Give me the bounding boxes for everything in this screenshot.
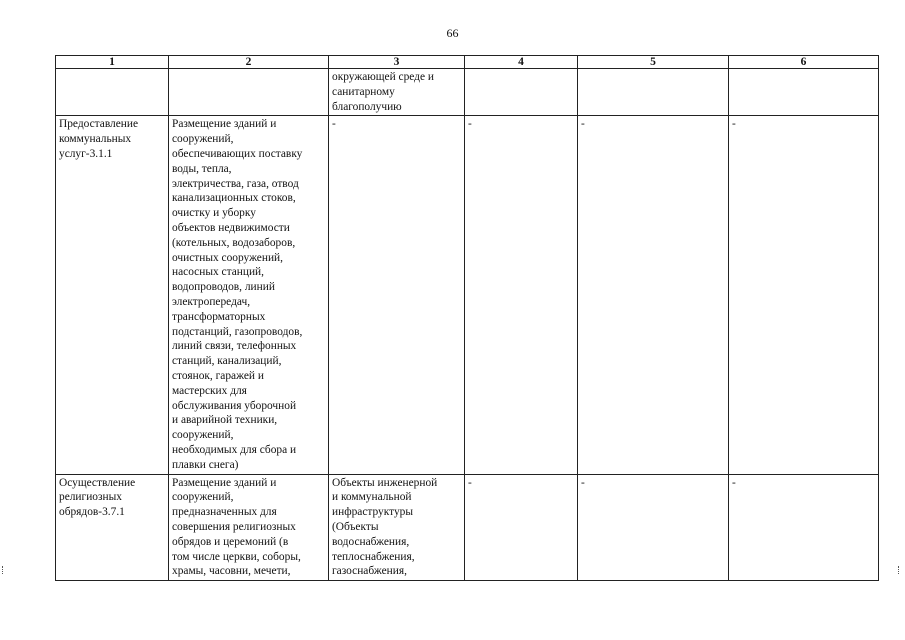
table-cell: - xyxy=(578,116,729,474)
table-cell: - xyxy=(729,474,879,581)
table-cell: - xyxy=(578,474,729,581)
table-cell: - xyxy=(329,116,465,474)
table-cell: - xyxy=(729,116,879,474)
column-header: 4 xyxy=(465,56,578,69)
table-row xyxy=(56,69,879,116)
table-cell: Предоставление коммунальных услуг-3.1.1 xyxy=(56,116,169,474)
table-cell: - xyxy=(465,116,578,474)
scan-edge-mark xyxy=(2,566,6,574)
table-cell xyxy=(578,69,729,116)
table-cell: - xyxy=(465,474,578,581)
land-use-table xyxy=(55,55,879,581)
table-row xyxy=(56,116,879,474)
scan-edge-mark xyxy=(898,566,902,574)
table-cell xyxy=(169,69,329,116)
page-number: 66 xyxy=(446,26,459,40)
table-cell: Размещение зданий и сооружений, обеспечивающих поставку воды, тепла, электричества, газа, отвод канализационных стоков, очистку и уборку объектов недвижимости (котельных, водозаборов, очистных сооружений, насосных станций, водопроводов, линий электропередач, трансформаторных подстанций, газопроводов, линий связи, телефонных станций, канализаций, стоянок, гаражей и мастерских для обслуживания уборочной и аварийной техники, сооружений, необходимых для сбора и плавки снега) xyxy=(169,116,329,474)
column-header: 5 xyxy=(578,56,729,69)
table-cell: Объекты инженерной и коммунальной инфраструктуры (Объекты водоснабжения, теплоснабжения, газоснабжения, xyxy=(329,474,465,581)
column-header: 6 xyxy=(729,56,879,69)
table-cell: Осуществление религиозных обрядов-3.7.1 xyxy=(56,474,169,581)
column-header: 2 xyxy=(169,56,329,69)
table-cell xyxy=(56,69,169,116)
table-header-row xyxy=(56,56,879,69)
table-cell: Размещение зданий и сооружений, предназначенных для совершения религиозных обрядов и церемоний (в том числе церкви, соборы, храмы, часовни, мечети, xyxy=(169,474,329,581)
column-header: 1 xyxy=(56,56,169,69)
table-cell xyxy=(729,69,879,116)
table-cell: окружающей среде и санитарному благополучию xyxy=(329,69,465,116)
table-row xyxy=(56,474,879,581)
column-header: 3 xyxy=(329,56,465,69)
table-cell xyxy=(465,69,578,116)
